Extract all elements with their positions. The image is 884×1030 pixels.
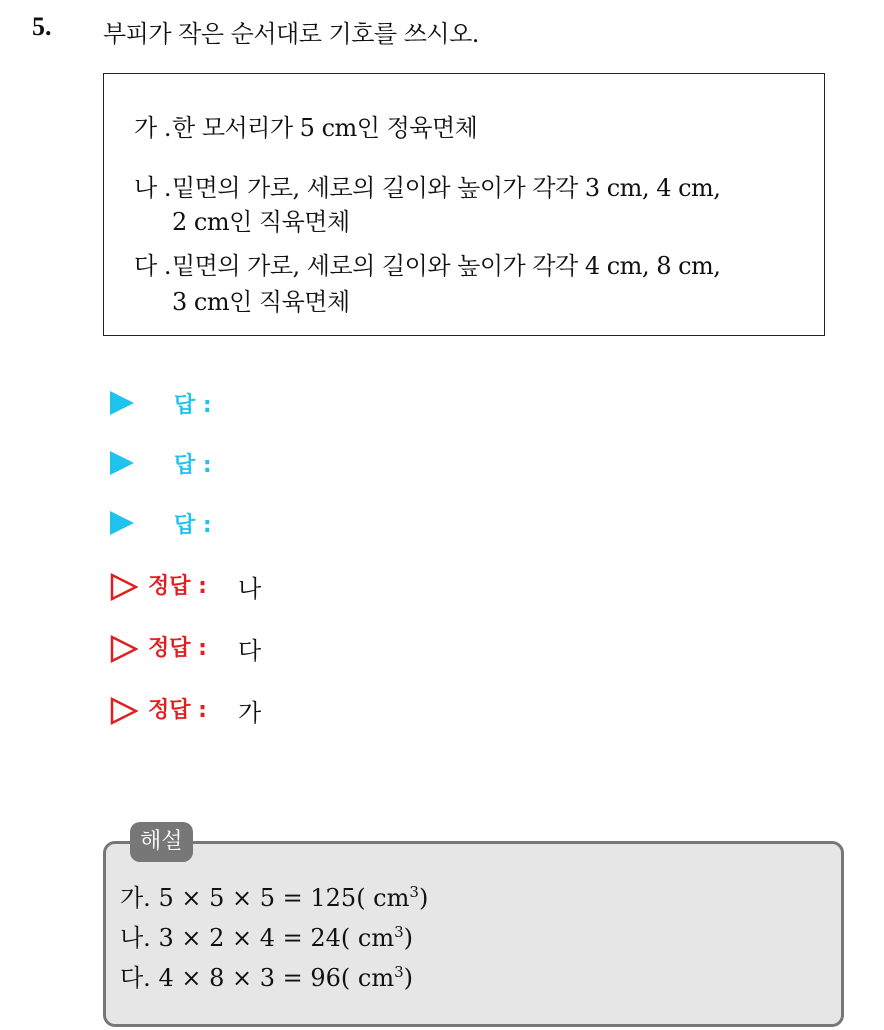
question-number: 5. [32, 12, 52, 41]
explanation-suffix: ) [418, 884, 429, 912]
choice-na-cont: 2 cm인 직육면체 [172, 208, 350, 236]
explanation-title: 해설 [130, 822, 193, 862]
answer-label: 답 : [174, 513, 212, 538]
correct-answer-label: 정답 : [148, 574, 207, 599]
choice-text: 한 모서리가 5 cm인 정육면체 [172, 114, 478, 142]
explanation-line [120, 918, 413, 953]
outline-triangle-icon [110, 573, 138, 601]
explanation-exponent: 3 [394, 923, 404, 941]
choice-text: 밑면의 가로, 세로의 길이와 높이가 각각 3 cm, 4 cm, [172, 174, 721, 202]
question-text: 부피가 작은 순서대로 기호를 쓰시오. [103, 20, 479, 48]
answer-label: 답 : [174, 393, 212, 418]
play-triangle-icon [110, 511, 134, 535]
outline-triangle-icon [110, 697, 138, 725]
correct-answer-label: 정답 : [148, 636, 207, 661]
correct-answer-value: 가 [238, 699, 262, 727]
explanation-prefix: 나. [120, 924, 151, 952]
correct-answer-value: 나 [238, 575, 262, 603]
outline-triangle-icon [110, 635, 138, 663]
explanation-suffix: ) [403, 924, 414, 952]
explanation-prefix: 가. [120, 884, 151, 912]
explanation-line [120, 878, 428, 913]
choice-na [134, 170, 720, 206]
answer-slot[interactable] [110, 508, 212, 538]
correct-answer-value: 다 [238, 637, 262, 665]
play-triangle-icon [110, 451, 134, 475]
play-triangle-icon [110, 391, 134, 415]
explanation-expr: 3 × 2 × 4 = 24( cm [158, 924, 395, 952]
answer-slot[interactable] [110, 388, 212, 418]
correct-answer-label: 정답 : [148, 698, 207, 723]
answer-label: 답 : [174, 453, 212, 478]
explanation-exponent: 3 [394, 963, 404, 981]
choice-da-cont: 3 cm인 직육면체 [172, 288, 350, 316]
explanation-line [120, 958, 413, 993]
choice-da [134, 248, 720, 284]
explanation-suffix: ) [403, 964, 414, 992]
explanation-exponent: 3 [409, 883, 419, 901]
choices-box [103, 73, 825, 336]
choice-ga [134, 110, 477, 146]
choice-label: 다 . [134, 252, 171, 280]
choice-label: 나 . [134, 174, 171, 202]
choice-label: 가 . [134, 114, 171, 142]
answer-slot[interactable] [110, 448, 212, 478]
explanation-expr: 5 × 5 × 5 = 125( cm [158, 884, 410, 912]
explanation-expr: 4 × 8 × 3 = 96( cm [158, 964, 395, 992]
choice-text: 밑면의 가로, 세로의 길이와 높이가 각각 4 cm, 8 cm, [172, 252, 721, 280]
explanation-prefix: 다. [120, 964, 151, 992]
